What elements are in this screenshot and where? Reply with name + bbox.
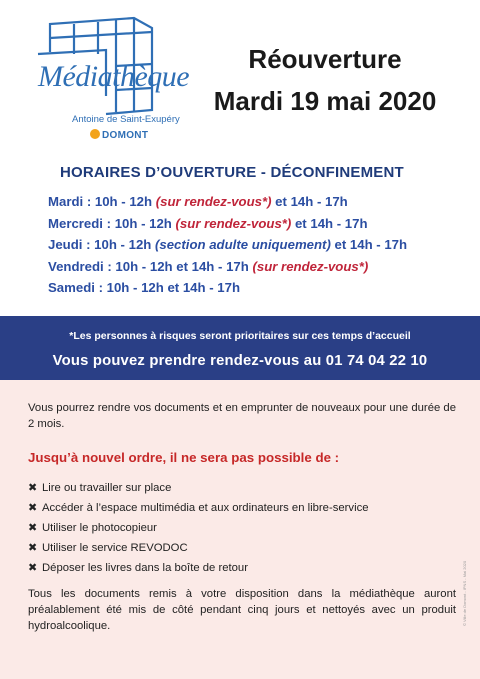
cross-icon: ✖ — [28, 482, 38, 494]
logo-subtitle: Antoine de Saint-Exupéry — [72, 114, 180, 125]
appointment-note: (sur rendez-vous*) — [175, 215, 292, 231]
title-line-2: Mardi 19 mai 2020 — [213, 86, 437, 116]
logo-city-text: DOMONT — [102, 130, 149, 141]
list-item-text: Accéder à l’espace multimédia et aux ordinateurs en libre-service — [42, 502, 369, 514]
list-item-text: Lire ou travailler sur place — [42, 482, 172, 494]
intro-paragraph: Vous pourrez rendre vos documents et en emprunter de nouveaux pour une durée de 2 mois. — [28, 402, 456, 430]
logo-name: Médiathèque — [38, 60, 190, 93]
cross-icon: ✖ — [28, 542, 38, 554]
print-credit: © Ville de Domont - IPNS - Mai 2020 — [462, 560, 467, 626]
appointment-phone: Vous pouvez prendre rendez-vous au 01 74 04 22 10 — [52, 353, 428, 369]
restriction-list — [28, 478, 456, 578]
appointment-note: (sur rendez-vous*) — [252, 258, 369, 274]
list-item-text: Déposer les livres dans la boîte de retour — [42, 562, 248, 574]
mediatheque-logo — [14, 14, 190, 141]
hours-heading: HORAIRES D’OUVERTURE - DÉCONFINEMENT — [60, 164, 404, 181]
page-title — [175, 38, 475, 122]
hours-row-tuesday — [48, 191, 468, 213]
priority-note: *Les personnes à risques seront prioritaires sur ces temps d’accueil — [69, 330, 411, 342]
title-line-1: Réouverture — [248, 44, 402, 74]
hours-text: Mardi : 10h - 12h — [48, 194, 156, 209]
info-section — [0, 380, 480, 679]
list-item — [28, 498, 456, 518]
hours-row-saturday — [48, 277, 468, 299]
cross-icon: ✖ — [28, 522, 38, 534]
cross-icon: ✖ — [28, 562, 38, 574]
list-item — [28, 558, 456, 578]
list-item-text: Utiliser le photocopieur — [42, 522, 157, 534]
appointment-band — [0, 316, 480, 380]
hours-text: et 14h - 17h — [271, 194, 348, 209]
appointment-note: (sur rendez-vous*) — [155, 194, 272, 209]
hours-row-thursday — [48, 234, 468, 256]
logo-city — [90, 129, 148, 141]
hours-row-friday — [48, 256, 468, 278]
hours-text: et 14h - 17h — [330, 237, 408, 252]
hours-text: et 14h - 17h — [291, 215, 368, 231]
hours-text: Mercredi : 10h - 12h — [48, 215, 176, 231]
list-item — [28, 518, 456, 538]
hours-text: Jeudi : 10h - 12h — [48, 237, 155, 252]
hours-text: Vendredi : 10h - 12h et 14h - 17h — [48, 258, 253, 274]
list-item-text: Utiliser le service REVODOC — [42, 542, 188, 554]
restriction-warning: Jusqu’à nouvel ordre, il ne sera pas possible de : — [28, 450, 340, 465]
closing-paragraph: Tous les documents remis à votre disposition dans la médiathèque auront préalablement été mis de côté pendant cinq jours et nettoyés avec un produit hydroalcoolique. — [28, 588, 456, 632]
opening-hours — [48, 164, 468, 299]
list-item — [28, 478, 456, 498]
hours-text: Samedi : 10h - 12h et 14h - 17h — [48, 280, 241, 295]
list-item — [28, 538, 456, 558]
section-note: (section adulte uniquement) — [155, 237, 331, 252]
city-dot-icon — [90, 129, 100, 139]
hours-row-wednesday — [48, 213, 468, 235]
cross-icon: ✖ — [28, 502, 38, 514]
